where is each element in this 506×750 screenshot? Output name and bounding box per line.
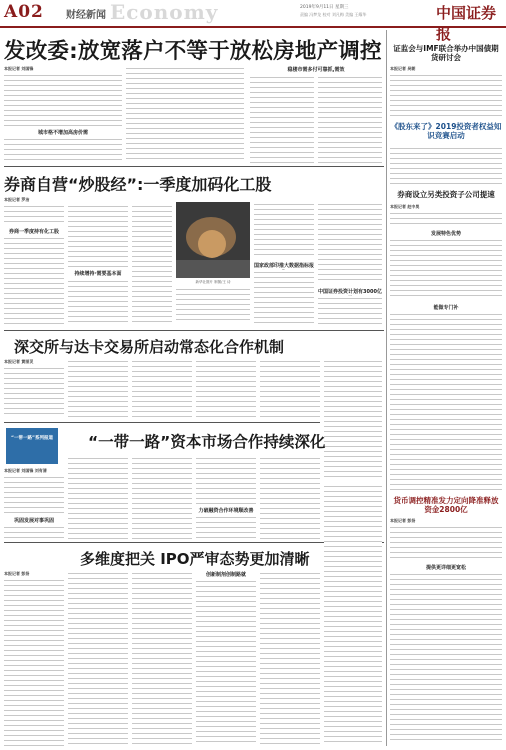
story4-subhead-1: 巩固发展对事巩固 <box>13 518 54 524</box>
right-item1-headline: 证监会与IMF联合举办中国债期货研讨会 <box>393 44 499 62</box>
lead-subhead-1: 城市格不增加高房价需 <box>37 130 88 136</box>
story4-body-col4 <box>196 456 256 504</box>
story5-body-col2 <box>68 571 128 746</box>
story4-body-col3 <box>132 456 192 539</box>
story2-body-col6b <box>318 296 382 324</box>
page-masthead <box>0 0 506 43</box>
right-item3-headline: 券商设立另类投资子公司提速 <box>397 190 495 199</box>
lead-box-headline: 稳楼市需多付可靠抓,需效 <box>287 67 345 73</box>
story4-body-col1b <box>4 525 64 539</box>
right-item4-body-b <box>390 572 502 742</box>
lead-body-col2 <box>126 66 244 163</box>
story2-body-col6 <box>318 202 382 284</box>
lead-body-col3 <box>250 75 314 163</box>
right-item3-body-c <box>390 312 502 490</box>
column-divider <box>386 30 387 746</box>
story3-body-col5 <box>260 359 320 418</box>
right-item1-byline: 本报记者 吴朝 <box>390 66 416 71</box>
story4-body-col1 <box>4 475 64 515</box>
story3-body-col4 <box>196 359 256 418</box>
series-banner <box>6 428 58 464</box>
right-item4-byline: 本报记者 彭扬 <box>390 518 416 523</box>
story4-body-col4b <box>196 515 256 539</box>
story3-body-col1 <box>4 366 64 418</box>
newspaper-logo: 中国证券报 <box>436 4 497 43</box>
story2-right-subhead: 中国证券投资计划有3000亿 <box>318 289 382 295</box>
right-column <box>390 30 502 746</box>
series-label: “一带一路”系列报道 <box>11 436 53 441</box>
story3-body-col2 <box>68 359 128 418</box>
story5-headline: 多维度把关 IPO严审态势更加清晰 <box>80 550 310 568</box>
story5-byline: 本报记者 彭扬 <box>4 571 30 576</box>
story2-body-col2 <box>68 204 128 324</box>
section-title: 财经新闻 <box>66 10 106 21</box>
story2-body-col1 <box>4 204 64 226</box>
right-item3-subhead-2: 能做专门补 <box>433 305 459 311</box>
right-item4-body-a <box>390 525 502 561</box>
right-item3-body-a <box>390 211 502 227</box>
right-item3-byline: 本报记者 赵中昊 <box>390 204 420 209</box>
lead-body-col4 <box>318 75 382 163</box>
story2-body-col3 <box>132 204 172 324</box>
lead-body-col1b <box>4 137 122 163</box>
story2-byline: 本报记者 罗洁 <box>4 197 30 202</box>
story5-body-col6 <box>324 484 382 746</box>
story4-body-col2 <box>68 456 128 539</box>
divider <box>4 330 384 331</box>
story5-body-col4 <box>196 579 256 746</box>
story5-body-col3 <box>132 571 192 746</box>
right-item2-slogan: 《股东来了》2019投资者权益知识竞赛启动 <box>390 122 502 140</box>
lead-headline: 发改委:放宽落户不等于放松房地产调控 <box>4 39 382 64</box>
story3-body-col6 <box>324 359 382 479</box>
section-english-watermark: Economy <box>110 0 219 24</box>
news-photo <box>176 202 250 278</box>
issue-date: 2019年9月11日 星期三 <box>300 5 349 10</box>
story4-byline: 本报记者 刘国锋 刘有清 <box>4 468 47 473</box>
right-item4-headline: 货币调控精准发力定向降准释放资金2800亿 <box>393 496 499 514</box>
story4-body-col5 <box>260 456 320 539</box>
story5-body-col5 <box>260 571 320 746</box>
story2-box-headline: 国家政部印推大数据指标报 <box>254 263 315 269</box>
lead-body-col1 <box>4 73 122 127</box>
story5-subhead: 创新制剂创制路就 <box>205 572 246 578</box>
right-item4-subhead: 提供更详细更宽松 <box>425 565 466 571</box>
story3-body-col3 <box>132 359 192 418</box>
right-item2-body <box>390 146 502 184</box>
divider <box>4 422 320 423</box>
right-item3-subhead-1: 发展特色优势 <box>430 231 461 237</box>
photo-caption: 新华社图片 制图/王 诗 <box>195 280 231 284</box>
story2-subhead-2: 持续增持·需要基本面 <box>68 270 128 277</box>
story3-byline: 本报记者 黄丽灵 <box>4 359 34 364</box>
lead-byline: 本报记者 刘国锋 <box>4 66 34 71</box>
story2-body-col5b <box>254 270 314 324</box>
story2-body-col1b <box>4 236 64 324</box>
story2-body-col4 <box>176 287 250 324</box>
divider <box>4 166 384 167</box>
editor-credits: 责编 冯梦龙 校对 刘凡梅 美编 王耀华 <box>300 12 367 17</box>
story4-subhead-2: 力破融资合作环境顺改善 <box>198 508 254 514</box>
story5-body-col1 <box>4 578 64 746</box>
story2-subhead-1: 券商一季度持有化工股 <box>8 229 59 235</box>
story3-headline: 深交所与达卡交易所启动常态化合作机制 <box>14 338 285 356</box>
story2-body-col5 <box>254 202 314 258</box>
right-item3-body-b <box>390 238 502 300</box>
right-item2-banner <box>390 122 502 142</box>
right-item1-body <box>390 73 502 119</box>
story2-headline: 券商自营“炒股经”:一季度加码化工股 <box>4 175 272 194</box>
page-number: A02 <box>4 2 44 22</box>
story4-headline: “一带一路”资本市场合作持续深化 <box>88 433 326 451</box>
